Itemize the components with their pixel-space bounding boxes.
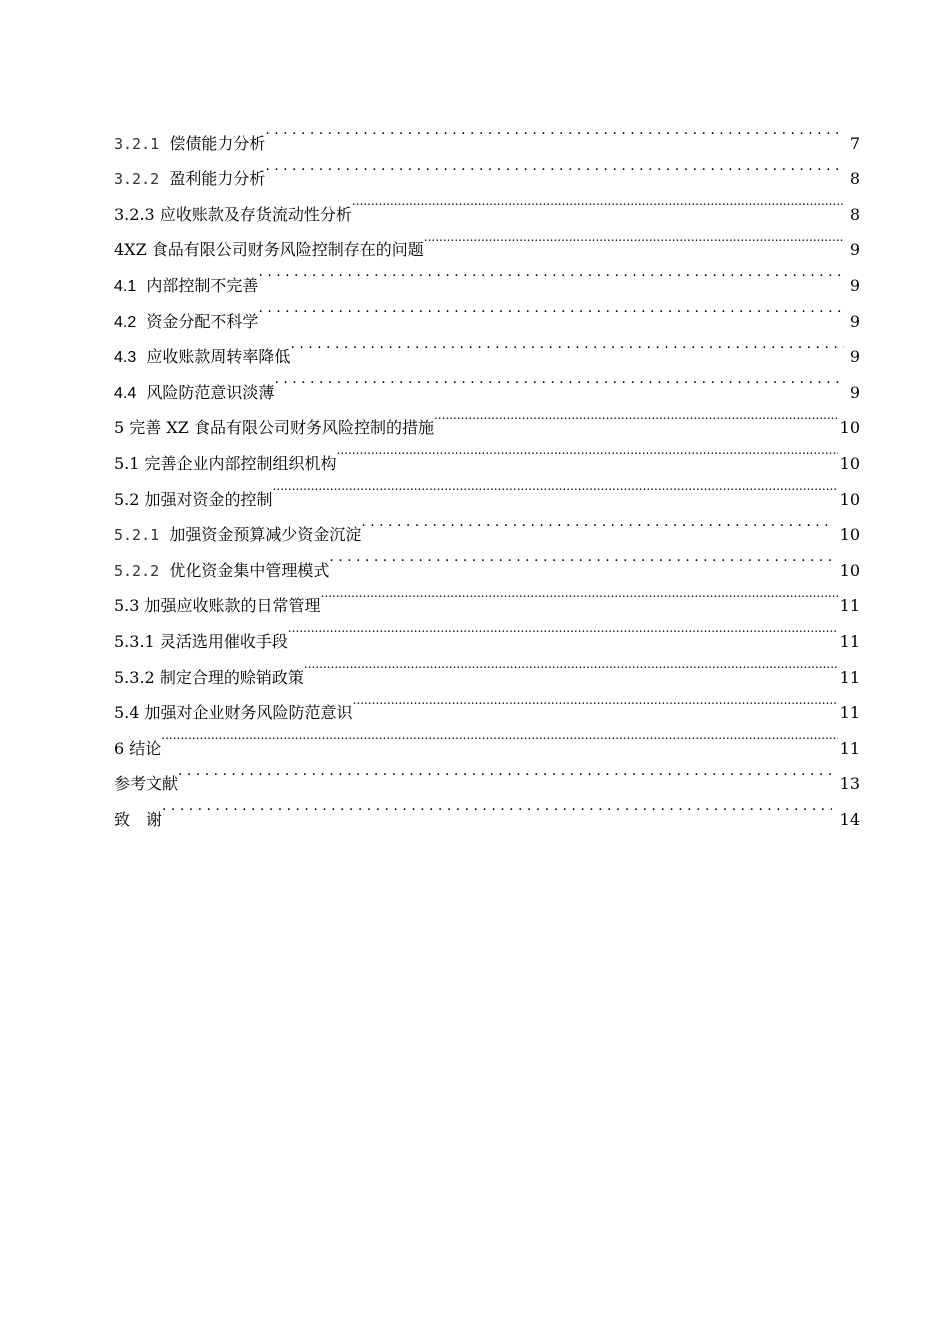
toc-entry-title: 加强对企业财务风险防范意识 <box>144 703 353 723</box>
toc-entry-page: 11 <box>839 631 860 651</box>
toc-entry[interactable] <box>114 754 860 794</box>
toc-entry-title: 应收账款周转率降低 <box>146 347 291 367</box>
toc-entry-page: 11 <box>839 738 860 758</box>
dot-leader <box>274 362 844 398</box>
toc-entry-title: 资金分配不科学 <box>146 311 259 331</box>
dot-leader <box>161 718 837 754</box>
toc-entry-number: 5.4 <box>114 703 140 723</box>
toc-entry-title: 制定合理的赊销政策 <box>159 667 304 687</box>
toc-entry-number: 4.3 <box>114 349 137 367</box>
toc-entry-page: 10 <box>839 418 860 438</box>
toc-entry-page: 11 <box>839 596 860 616</box>
toc-entry[interactable] <box>114 113 860 153</box>
toc-entry-number: 5.3.1 <box>114 631 155 651</box>
toc-entry-title: 应收账款及存货流动性分析 <box>159 204 352 224</box>
toc-entry-page: 9 <box>849 311 860 331</box>
toc-entry-number: 4.1 <box>114 277 137 295</box>
toc-entry-page: 8 <box>849 169 860 189</box>
toc-entry-page: 8 <box>849 204 860 224</box>
dot-leader <box>258 255 844 291</box>
dot-leader <box>288 611 838 647</box>
toc-entry-number: 5.3 <box>114 596 140 616</box>
toc-entry-title: 偿债能力分析 <box>169 133 266 153</box>
toc-entry-number: 3.2.2 <box>114 170 160 189</box>
toc-entry-page: 14 <box>839 809 860 829</box>
dot-leader <box>258 291 844 327</box>
toc-entry-title: 加强应收账款的日常管理 <box>144 596 321 616</box>
toc-entry-number: 3.2.1 <box>114 134 160 153</box>
toc-entry-title: 灵活选用催收手段 <box>159 631 288 651</box>
dot-leader <box>424 220 844 256</box>
toc-entry-title: 加强对资金的控制 <box>144 489 273 509</box>
table-of-contents <box>114 113 860 829</box>
toc-entry-number: 4.4 <box>114 384 137 402</box>
dot-leader <box>265 149 844 185</box>
dot-leader <box>290 327 844 363</box>
toc-entry-number: 5.3.2 <box>114 667 155 687</box>
toc-entry-title: 加强资金预算减少资金沉淀 <box>169 525 362 545</box>
toc-entry-number: 5.2.2 <box>114 561 160 580</box>
toc-entry-page: 10 <box>839 525 860 545</box>
toc-entry-page: 9 <box>849 275 860 295</box>
toc-entry-page: 9 <box>849 382 860 402</box>
dot-leader <box>353 683 838 719</box>
toc-entry-number: 4XZ <box>114 240 147 260</box>
toc-entry[interactable] <box>114 718 860 758</box>
toc-entry-title: 盈利能力分析 <box>169 169 266 189</box>
toc-entry-number: 6 <box>114 738 125 758</box>
toc-entry-number: 5 <box>114 418 125 438</box>
toc-entry-page: 11 <box>839 703 860 723</box>
dot-leader <box>304 647 838 683</box>
toc-entry-page: 9 <box>849 240 860 260</box>
dot-leader <box>265 113 844 149</box>
toc-entry-title: 风险防范意识淡薄 <box>146 382 275 402</box>
toc-entry-number: 5.2 <box>114 489 140 509</box>
toc-entry-page: 11 <box>839 667 860 687</box>
toc-entry-number: 3.2.3 <box>114 204 155 224</box>
toc-entry-page: 10 <box>839 489 860 509</box>
toc-entry-page: 9 <box>849 347 860 367</box>
dot-leader <box>434 398 838 434</box>
toc-entry-page: 7 <box>849 133 860 153</box>
toc-entry-page: 13 <box>839 774 860 794</box>
toc-entry-title: 致 谢 <box>114 809 163 829</box>
dot-leader <box>178 754 832 790</box>
dot-leader <box>352 184 844 220</box>
dot-leader <box>337 433 838 469</box>
toc-entry-title: 优化资金集中管理模式 <box>169 560 330 580</box>
dot-leader <box>361 505 831 541</box>
toc-entry-page: 10 <box>839 453 860 473</box>
toc-entry-number: 5.2.1 <box>114 526 160 545</box>
dot-leader <box>321 576 838 612</box>
dot-leader <box>329 540 831 576</box>
toc-entry-number: 4.2 <box>114 313 137 331</box>
toc-entry-page: 10 <box>839 560 860 580</box>
toc-entry-title: 参考文献 <box>114 774 179 794</box>
toc-entry-title: 完善 XZ 食品有限公司财务风险控制的措施 <box>129 418 434 438</box>
toc-entry-number: 5.1 <box>114 453 140 473</box>
dot-leader <box>162 789 832 825</box>
toc-entry-title: 完善企业内部控制组织机构 <box>144 453 337 473</box>
toc-entry[interactable] <box>114 789 860 829</box>
toc-entry-title: 食品有限公司财务风险控制存在的问题 <box>151 240 424 260</box>
toc-entry-title: 内部控制不完善 <box>146 275 259 295</box>
dot-leader <box>273 469 838 505</box>
toc-entry-title: 结论 <box>129 738 162 758</box>
